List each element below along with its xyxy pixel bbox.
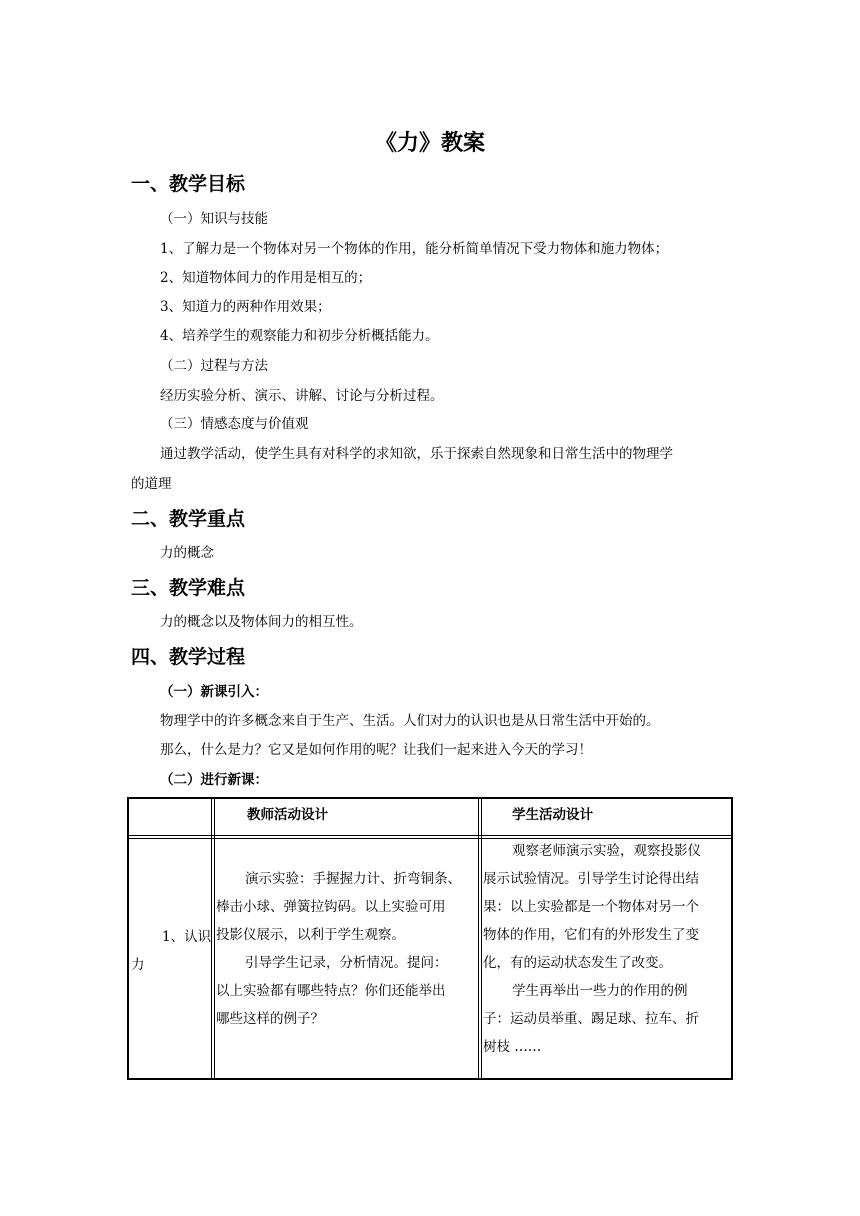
objective-item: 2、知道物体间力的作用是相互的； <box>160 270 372 286</box>
table-cell-student: 观察老师演示实验，观察投影仪 展示试验情况。引导学生讨论得出结 果：以上实验都是一个物体对另一个 物体的作用，它们有的外形发生了变 化，有的运动状态发生了改变。 学生再举出一些力的作用的例 子：运动员举重、踢足球、拉车、折 树枝 …… <box>483 843 701 1055</box>
subheading-new-lesson: （二）进行新课： <box>160 772 268 788</box>
section-heading-difficulties: 三、教学难点 <box>131 577 246 599</box>
lesson-table <box>127 797 733 1080</box>
attitude-values-text-cont: 的道理 <box>131 476 172 492</box>
table-divider <box>478 799 482 1078</box>
table-cell-teacher: 演示实验：手握握力计、折弯铜条、 棒击小球、弹簧拉钩码。以上实验可用 投影仪展示，以利于学生观察。 引导学生记录，分析情况。提问： 以上实验都有哪些特点？你们还能举出 哪些这样的例子？ <box>216 871 461 1027</box>
subheading-intro: （一）新课引入： <box>160 684 268 700</box>
difficulties-text: 力的概念以及物体间力的相互性。 <box>160 614 363 630</box>
subheading-process-method: （二）过程与方法 <box>160 358 268 374</box>
objective-item: 1、了解力是一个物体对另一个物体的作用，能分析简单情况下受力物体和施力物体； <box>160 241 669 257</box>
objective-item: 3、知道力的两种作用效果； <box>160 299 331 315</box>
table-header-teacher: 教师活动设计 <box>247 807 328 823</box>
key-points-text: 力的概念 <box>160 545 214 561</box>
objective-item: 4、培养学生的观察能力和初步分析概括能力。 <box>160 328 439 344</box>
table-row-label: 1、认识 力 <box>131 929 212 973</box>
section-heading-objectives: 一、教学目标 <box>131 173 246 195</box>
subheading-attitude-values: （三）情感态度与价值观 <box>160 416 309 432</box>
intro-text: 物理学中的许多概念来自于生产、生活。人们对力的认识也是从日常生活中开始的。 <box>160 713 660 729</box>
intro-text: 那么，什么是力？它又是如何作用的呢？让我们一起来进入今天的学习！ <box>160 742 592 758</box>
section-heading-key-points: 二、教学重点 <box>131 508 246 530</box>
document-title: 《力》教案 <box>374 131 485 156</box>
process-method-text: 经历实验分析、演示、讲解、讨论与分析过程。 <box>160 388 444 404</box>
attitude-values-text: 通过教学活动，使学生具有对科学的求知欲，乐于探索自然现象和日常生活中的物理学 <box>160 446 673 462</box>
table-divider <box>211 799 215 1078</box>
section-heading-process: 四、教学过程 <box>131 646 246 668</box>
table-header-student: 学生活动设计 <box>512 807 593 823</box>
subheading-knowledge-skills: （一）知识与技能 <box>160 211 268 227</box>
